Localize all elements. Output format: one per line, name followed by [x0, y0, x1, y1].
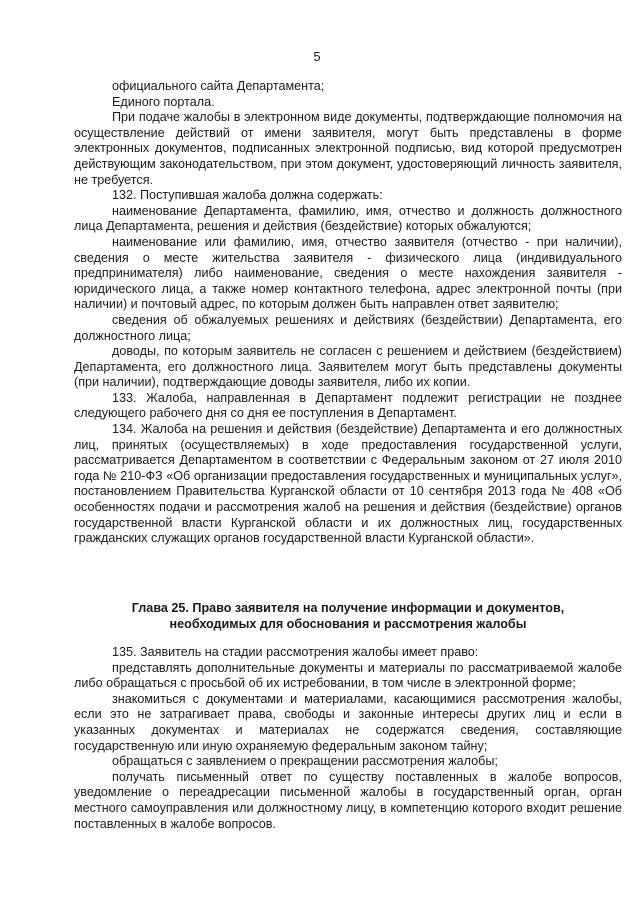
body-text-upper — [74, 79, 622, 547]
paragraph: представлять дополнительные документы и материалы по рассматриваемой жалобе либо обращаться с просьбой об их истребовании, в том числе в электронной форме; — [74, 660, 622, 691]
chapter-heading — [74, 601, 622, 632]
page-number: 5 — [313, 49, 321, 64]
paragraph: официального сайта Департамента; — [112, 79, 325, 93]
body-text-lower — [74, 645, 622, 832]
paragraph: 132. Поступившая жалоба должна содержать: — [112, 188, 383, 203]
paragraph: Единого портала. — [112, 94, 215, 109]
paragraph: 133. Жалоба, направленная в Департамент подлежит регистрации не позднее следующего рабочего дня со дня ее поступления в Департамент. — [74, 390, 622, 421]
paragraph: При подаче жалобы в электронном виде документы, подтверждающие полномочия на осуществление действий от имени заявителя, могут быть представлены в форме электронных документов, подписанных электронной подписью, вид которой предусмотрен действующим законодательством, при этом документ, удостоверяющий личность заявителя, не требуется. — [74, 110, 622, 187]
paragraph: обращаться с заявлением о прекращении рассмотрения жалобы; — [112, 754, 498, 769]
paragraph: доводы, по которым заявитель не согласен с решением и действием (бездействием) Департамента, его должностного лица. Заявителем могут быть представлены документы (при наличии), подтверждающие доводы заявителя, либо их копии. — [74, 344, 622, 390]
chapter-heading-line: необходимых для обоснования и рассмотрения жалобы — [169, 616, 527, 631]
paragraph: знакомиться с документами и материалами, касающимися рассмотрения жалобы, если это не затрагивает права, свободы и законные интересы других лиц и если в указанных документах и материалах не содержатся сведения, составляющие государственную или иную охраняемую федеральным законом тайну; — [74, 691, 622, 753]
paragraph: 134. Жалоба на решения и действия (бездействие) Департамента и его должностных лиц, принятых (осуществляемых) в ходе предоставления государственной услуги, рассматривается Департаментом в соответствии с Федеральным законом от 27 июля 2010 года № 210-ФЗ «Об организации предоставления государственных и муниципальных услуг», постановлением Правительства Курганской области от 10 сентября 2013 года № 408 «Об особенностях подачи и рассмотрения жалоб на решения и действия (бездействие) органов государственной власти Курганской области и их должностных лиц, государственных гражданских служащих органов государственной власти Курганской области». — [74, 422, 622, 546]
chapter-heading-line: Глава 25. Право заявителя на получение информации и документов, — [131, 601, 565, 615]
paragraph: сведения об обжалуемых решениях и действиях (бездействии) Департамента, его должностного лица; — [74, 312, 622, 343]
paragraph: наименование или фамилию, имя, отчество заявителя (отчество - при наличии), сведения о месте жительства заявителя - физического лица (индивидуального предпринимателя) либо наименование, сведения о месте нахождения заявителя - юридического лица, а также номер контактного телефона, адрес электронной почты (при наличии) и почтовый адрес, по которым должен быть направлен ответ заявителю; — [74, 234, 622, 312]
paragraph: наименование Департамента, фамилию, имя, отчество и должность должностного лица Департамента, решения и действия (бездействие) которых обжалуются; — [74, 203, 622, 234]
paragraph: 135. Заявитель на стадии рассмотрения жалобы имеет право: — [112, 645, 479, 659]
paragraph: получать письменный ответ по существу поставленных в жалобе вопросов, уведомление о переадресации письменной жалобы в государственный орган, орган местного самоуправления или должностному лицу, в компетенцию которого входит решение поставленных в жалобе вопросов. — [74, 769, 622, 831]
